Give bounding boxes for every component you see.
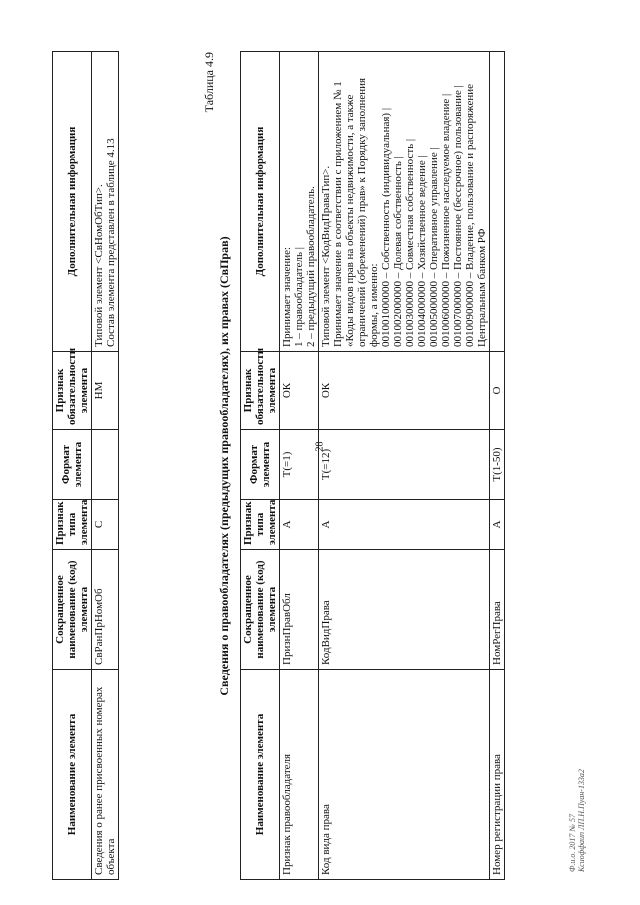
cell-required: О	[490, 352, 505, 430]
cell-format: T(=12)	[319, 430, 490, 500]
header-short-name: Сокращенное наименование (код) элемента	[241, 550, 280, 670]
header-type: Признак типа элемента	[241, 500, 280, 550]
header-info: Дополнительная информация	[53, 52, 92, 352]
info-line: 2 – предыдущий правообладатель.	[305, 186, 317, 347]
cell-type: А	[490, 500, 505, 550]
table-row	[319, 52, 490, 880]
list-item: 001002000000 – Долевая собственность |	[392, 156, 404, 347]
cell-info	[490, 52, 505, 352]
cell-name: Номер регистрации права	[490, 670, 505, 880]
header-required: Признак обязательности элемента	[241, 352, 280, 430]
cell-type: А	[319, 500, 490, 550]
list-item: 001009000000 – Владение, пользование и распоряжение Центральным банком РФ	[464, 83, 488, 347]
info-line: Состав элемента представлен в таблице 4.13	[105, 138, 117, 347]
table-number-label: Таблица 4.9	[202, 52, 216, 113]
header-required: Признак обязательности элемента	[53, 352, 92, 430]
cell-info	[319, 52, 490, 352]
header-info: Дополнительная информация	[241, 52, 280, 352]
list-item: 001003000000 – Совместная собственность |	[404, 138, 416, 347]
section-title: Сведения о правообладателях (предыдущих правообладателях), их правах (СвПрав)	[217, 236, 231, 696]
cell-info	[280, 52, 319, 352]
list-item: 001006000000 – Пожизненное наследуемое владение |	[440, 93, 452, 347]
registration-stamp	[568, 769, 586, 872]
page-number: 28	[314, 441, 326, 452]
list-item: 001001000000 – Собственность (индивидуальная) |	[380, 107, 392, 347]
cell-type: А	[280, 500, 319, 550]
list-item: 001007000000 – Постоянное (бессрочное) пользование |	[452, 85, 464, 347]
info-line: Типовой элемент <СвНомОбТип>.	[93, 184, 105, 347]
table-row	[92, 52, 119, 880]
info-line: 1 – правообладатель |	[293, 247, 305, 347]
rotated-page-content	[40, 30, 600, 890]
cell-name: Признак правообладателя	[280, 670, 319, 880]
table-row	[280, 52, 319, 880]
cell-required: ОК	[280, 352, 319, 430]
stamp-line: Ф.и.о. 2017 № 57	[568, 814, 577, 872]
table-row	[490, 52, 505, 880]
header-name: Наименование элемента	[53, 670, 92, 880]
header-name: Наименование элемента	[241, 670, 280, 880]
cell-format	[92, 430, 119, 500]
table-header-row	[53, 52, 92, 880]
cell-short-name: СвРанПрНомОб	[92, 550, 119, 670]
info-line: Принимает значение:	[281, 246, 293, 347]
stamp-line: Ксиоффаип ЛП.Н.Пуан-1ЗЗа2	[577, 769, 586, 872]
code-list	[320, 56, 488, 347]
table-header-row	[241, 52, 280, 880]
cell-info	[92, 52, 119, 352]
cell-format: T(1-50)	[490, 430, 505, 500]
cell-name: Сведения о ранее присвоенных номерах объекта	[92, 670, 119, 880]
list-item: Принимает значение в соответствии с приложением № 1 «Коды видов прав на объекты недвижимости, а также ограничений (обременений) прав» к Порядку заполнения формы, а именно:	[332, 77, 380, 347]
cell-name: Код вида права	[319, 670, 490, 880]
cell-format: T(=1)	[280, 430, 319, 500]
header-short-name: Сокращенное наименование (код) элемента	[53, 550, 92, 670]
header-type: Признак типа элемента	[53, 500, 92, 550]
cell-short-name: ПризнПравОбл	[280, 550, 319, 670]
list-item: 001004000000 – Хозяйственное ведение |	[416, 155, 428, 347]
header-format: Формат элемента	[241, 430, 280, 500]
header-format: Формат элемента	[53, 430, 92, 500]
continuation-table	[52, 51, 119, 880]
list-item: 001005000000 – Оперативное управление |	[428, 147, 440, 347]
list-item: Типовой элемент <КодВидПраваТип>.	[320, 165, 332, 347]
cell-required: ОК	[319, 352, 490, 430]
cell-type: С	[92, 500, 119, 550]
cell-required: НМ	[92, 352, 119, 430]
cell-short-name: КодВидПрава	[319, 550, 490, 670]
cell-short-name: НомРегПрава	[490, 550, 505, 670]
rights-table	[240, 51, 505, 880]
